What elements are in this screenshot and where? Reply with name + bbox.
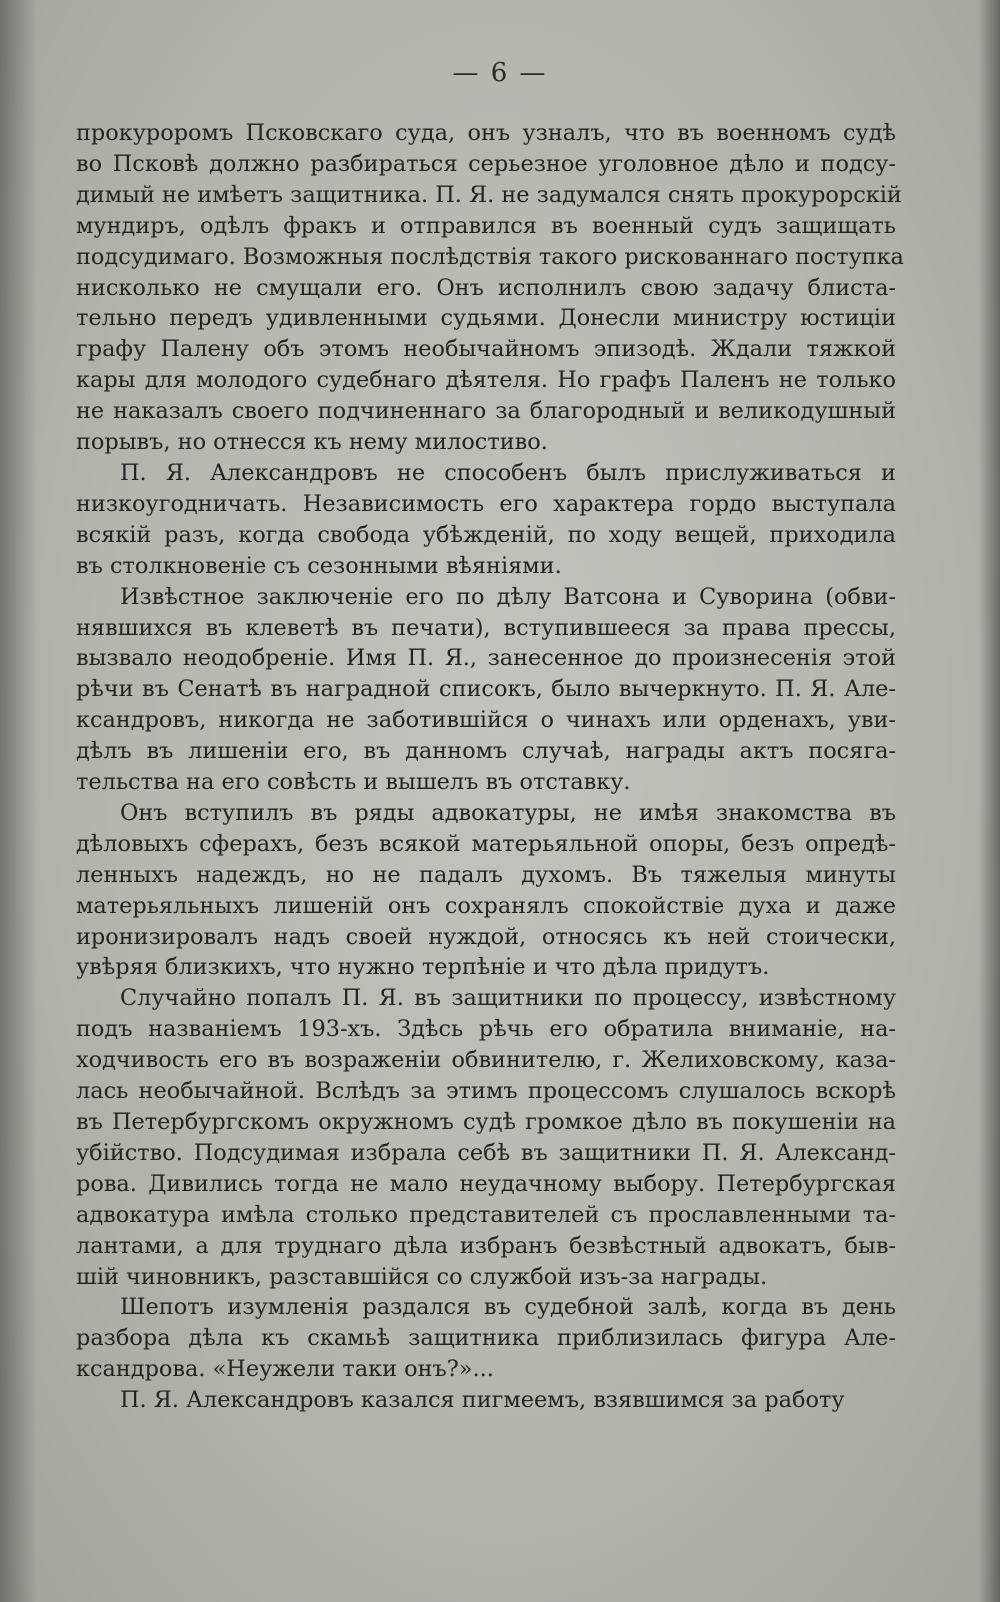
paragraph: [76, 458, 896, 582]
text-line: вызвало неодобреніе. Имя П. Я., занесенное до произнесенія этой: [76, 645, 896, 672]
text-line: димый не имѣетъ защитника. П. Я. не задумался снять прокурорскій: [76, 181, 902, 208]
paragraph: [76, 983, 896, 1292]
text-line: ксандрова. «Неужели таки онъ?»...: [76, 1356, 494, 1383]
paragraph: [76, 582, 896, 798]
paragraph: [76, 1385, 896, 1416]
text-line: адвокатура имѣла столько представителей съ прославленными та-: [76, 1201, 896, 1228]
text-line: ленныхъ надеждъ, но не падалъ духомъ. Въ тяжелыя минуты: [76, 861, 896, 888]
text-line: Случайно попалъ П. Я. въ защитники по процессу, извѣстному: [120, 985, 896, 1012]
text-line: Онъ вступилъ въ ряды адвокатуры, не имѣя знакомства въ: [120, 799, 896, 826]
text-line: кары для молодого судебнаго дѣятеля. Но графъ Паленъ не только: [76, 367, 896, 394]
text-line: тельно передъ удивленными судьями. Донесли министру юстиціи: [76, 305, 896, 332]
text-line: дѣлъ въ лишеніи его, въ данномъ случаѣ, награды актъ посяга-: [76, 738, 896, 765]
text-line: не наказалъ своего подчиненнаго за благородный и великодушный: [76, 398, 896, 425]
text-line: въ Петербургскомъ окружномъ судѣ громкое дѣло въ покушеніи на: [76, 1109, 896, 1135]
text-line: графу Палену объ этомъ необычайномъ эпизодѣ. Ждали тяжкой: [76, 336, 896, 363]
text-line: убійство. Подсудимая избрала себѣ въ защитники П. Я. Александ-: [76, 1139, 896, 1166]
text-line: П. Я. Александровъ казался пигмеемъ, взявшимся за работу: [120, 1387, 845, 1414]
text-line: рова. Дивились тогда не мало неудачному выбору. Петербургская: [76, 1170, 896, 1197]
page-edge-shadow-right: [978, 0, 1000, 1602]
paragraph: [76, 1292, 896, 1385]
text-line: подъ названіемъ 193-хъ. Здѣсь рѣчь его обратила вниманіе, на-: [76, 1016, 896, 1043]
text-line: лантами, а для труднаго дѣла избранъ безвѣстный адвокатъ, быв-: [76, 1232, 896, 1259]
text-line: ксандровъ, никогда не заботившійся о чинахъ или орденахъ, уви-: [76, 707, 896, 734]
text-line: прокуроромъ Псковскаго суда, онъ узналъ, что въ военномъ судѣ: [76, 120, 896, 146]
text-line: всякій разъ, когда свобода убѣжденій, по ходу вещей, приходила: [76, 521, 896, 548]
text-line: разбора дѣла къ скамьѣ защитника приблизилась фигура Але-: [76, 1325, 896, 1352]
text-line: во Псковѣ должно разбираться серьезное уголовное дѣло и подсу-: [76, 150, 896, 177]
text-line: дѣловыхъ сферахъ, безъ всякой матерьяльной опоры, безъ опредѣ-: [76, 830, 896, 857]
text-line: Извѣстное заключеніе его по дѣлу Ватсона и Суворина (обви-: [120, 583, 896, 610]
text-line: мундиръ, одѣлъ фракъ и отправился въ военный судъ защищать: [76, 212, 896, 239]
text-line: матерьяльныхъ лишеній онъ сохранялъ спокойствіе духа и даже: [76, 892, 896, 919]
text-line: нисколько не смущали его. Онъ исполнилъ свою задачу блиста-: [76, 274, 896, 301]
text-line: въ столкновеніе съ сезонными вѣяніями.: [76, 552, 562, 579]
text-line: Шепотъ изумленія раздался въ судебной залѣ, когда въ день: [120, 1294, 896, 1321]
page-edge-shadow-left: [0, 0, 38, 1602]
paragraph: [76, 118, 904, 458]
text-line: иронизировалъ надъ своей нуждой, относясь къ ней стоически,: [76, 923, 896, 950]
text-line: нявшихся въ клеветѣ въ печати), вступившееся за права прессы,: [76, 614, 896, 641]
text-line: рѣчи въ Сенатѣ въ наградной списокъ, было вычеркнуто. П. Я. Але-: [76, 676, 896, 703]
text-line: подсудимаго. Возможныя послѣдствія такого рискованнаго поступка: [76, 243, 904, 270]
text-line: увѣряя близкихъ, что нужно терпѣніе и что дѣла придутъ.: [76, 954, 770, 981]
text-line: шій чиновникъ, разставшійся со службой изъ-за награды.: [76, 1263, 768, 1290]
text-line: лась необычайной. Вслѣдъ за этимъ процессомъ слушалось вскорѣ: [76, 1078, 896, 1105]
text-line: низкоугодничать. Независимость его характера гордо выступала: [76, 490, 896, 517]
text-line: ходчивость его въ возраженіи обвинителю, г. Желиховскому, каза-: [76, 1047, 896, 1074]
text-line: порывъ, но отнесся къ нему милостиво.: [76, 429, 548, 456]
paragraph: [76, 798, 896, 983]
body-text: [76, 118, 904, 1416]
text-line: П. Я. Александровъ не способенъ былъ прислуживаться и: [120, 459, 896, 486]
text-line: тельства на его совѣсть и вышелъ въ отставку.: [76, 769, 631, 796]
page-number: — 6 —: [452, 58, 548, 88]
